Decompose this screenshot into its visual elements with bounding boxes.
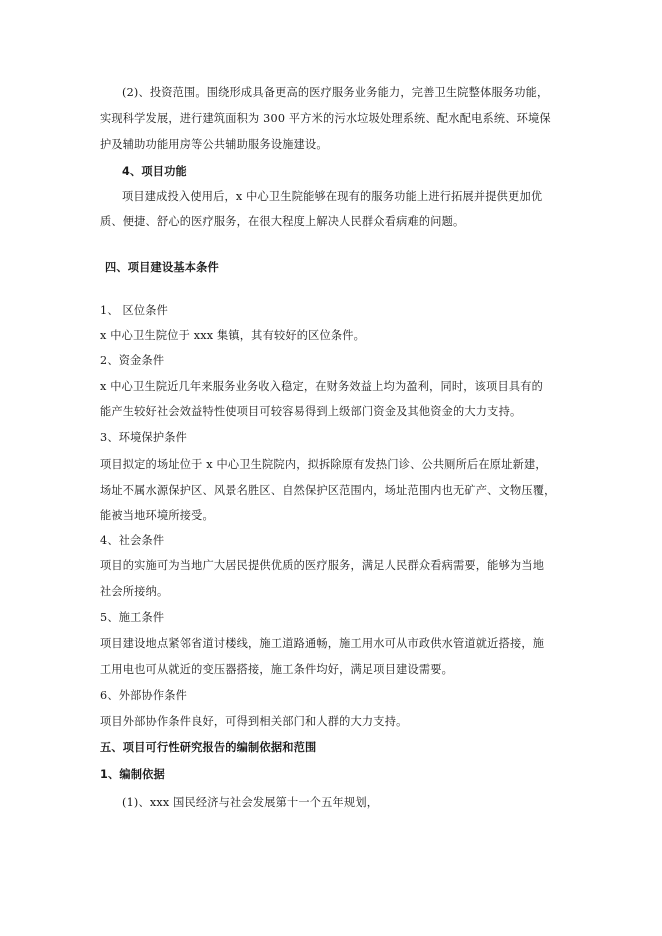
paragraph-line: 能被当地环境所接受。 [100,509,214,522]
paragraph-line: 项目外部协作条件良好，可得到相关部门和人群的大力支持。 [100,715,408,728]
paragraph-line: 质、便捷、舒心的医疗服务，在很大程度上解决人民群众看病难的问题。 [100,215,465,228]
subsection-heading: 4、项目功能 [122,165,187,178]
condition-title: 4、社会条件 [100,534,165,547]
section-heading: 四、项目建设基本条件 [105,261,219,274]
list-item: (1)、xxx 国民经济与社会发展第十一个五年规划， [122,796,379,809]
paragraph-line: 能产生较好社会效益特性使项目可较容易得到上级部门资金及其他资金的大力支持。 [100,405,522,418]
condition-title: 2、资金条件 [100,354,165,367]
condition-title: 5、施工条件 [100,611,165,624]
condition-title: 3、环境保护条件 [100,431,188,444]
section-heading: 五、项目可行性研究报告的编制依据和范围 [100,741,317,754]
condition-title: 6、外部协作条件 [100,689,188,702]
paragraph-line: 项目建设地点紧邻省道讨楼线，施工道路通畅，施工用水可从市政供水管道就近搭接，施 [100,637,545,650]
paragraph-line: 工用电也可从就近的变压器搭接，施工条件均好，满足项目建设需要。 [100,663,454,676]
paragraph-line: (2)、投资范围。围绕形成具备更高的医疗服务业务能力，完善卫生院整体服务功能， [122,86,549,99]
paragraph-line: 社会所接纳。 [100,585,169,598]
paragraph-line: 实现科学发展，进行建筑面积为 300 平方米的污水垃圾处理系统、配水配电系统、环境保 [100,112,551,125]
paragraph-line: 项目拟定的场址位于 x 中心卫生院院内，拟拆除原有发热门诊、公共厕所后在原址新建， [100,458,547,471]
subsection-heading: 1、编制依据 [100,768,165,781]
paragraph-line: 项目建成投入使用后，x 中心卫生院能够在现有的服务功能上进行拓展并提供更加优 [122,190,543,203]
paragraph-line: 场址不属水源保护区、风景名胜区、自然保护区范围内，场址范围内也无矿产、文物压覆， [100,484,556,497]
paragraph-line: 项目的实施可为当地广大居民提供优质的医疗服务，满足人民群众看病需要，能够为当地 [100,559,545,572]
paragraph-line: x 中心卫生院位于 xxx 集镇，其有较好的区位条件。 [100,329,366,342]
condition-title: 1、 区位条件 [100,304,169,317]
paragraph-line: x 中心卫生院近几年来服务业务收入稳定，在财务效益上均为盈利，同时，该项目具有的 [100,380,543,393]
paragraph-line: 护及辅助功能用房等公共辅助服务设施建设。 [100,138,328,151]
